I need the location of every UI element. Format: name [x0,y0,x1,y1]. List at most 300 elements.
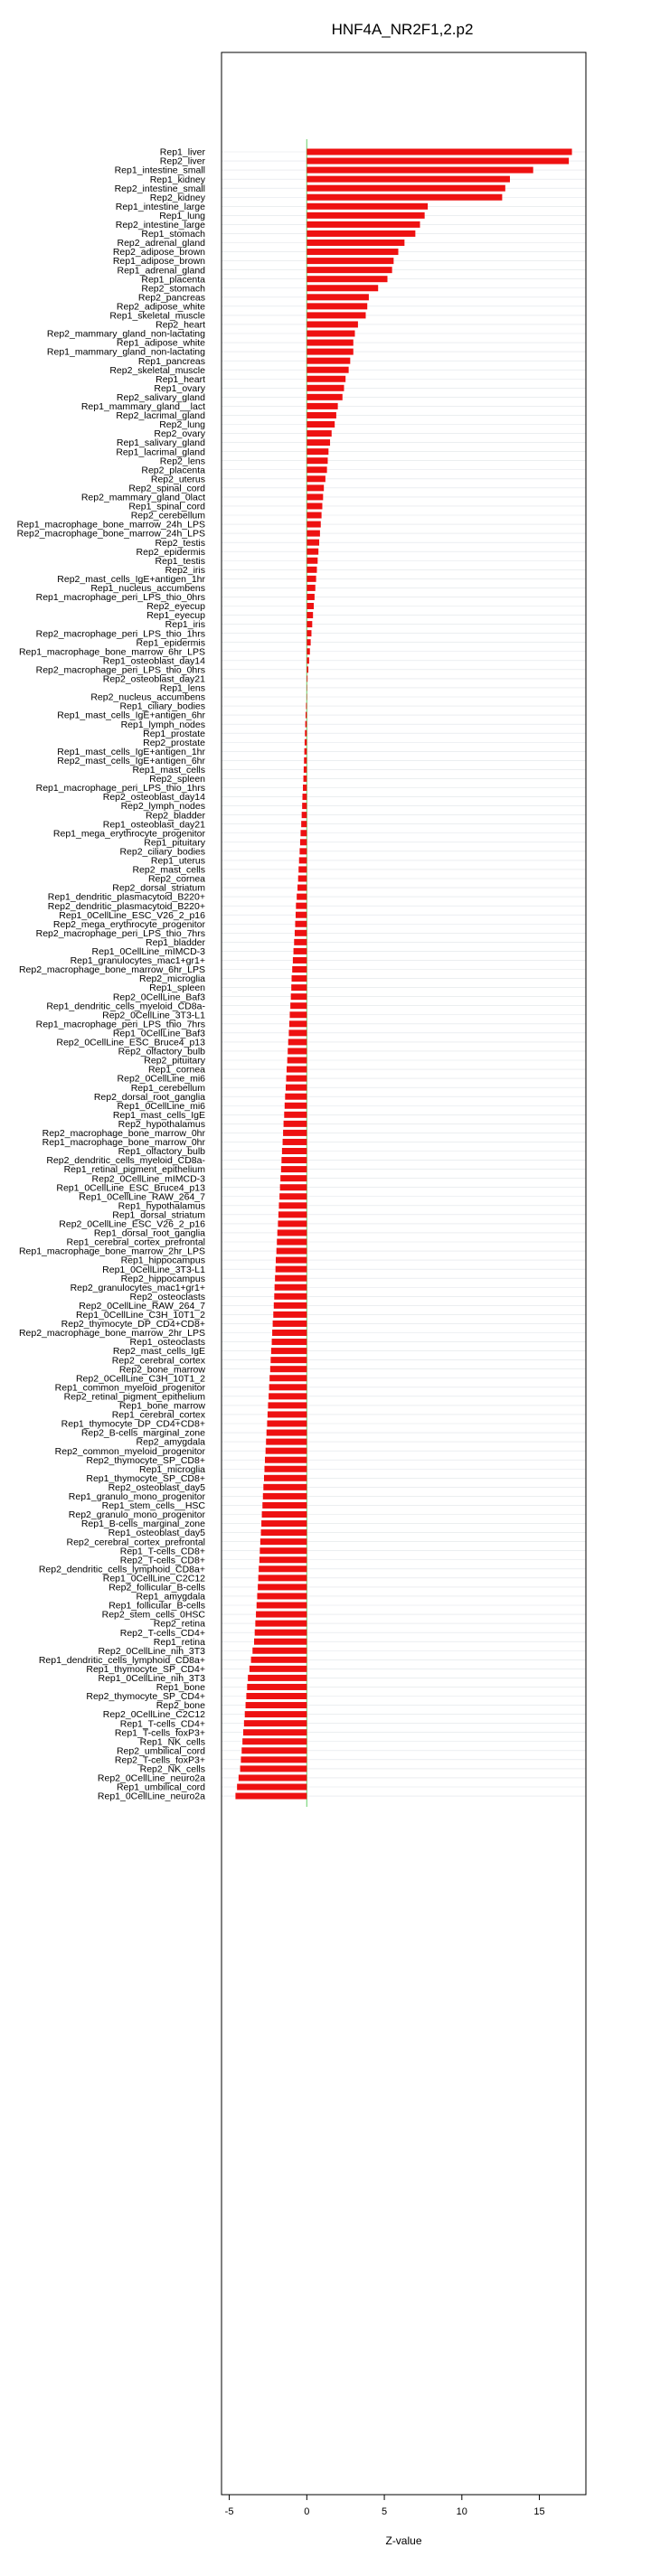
bar [307,576,316,582]
category-label: Rep2_cerebellum [130,510,205,522]
category-label: Rep2_stem_cells_0HSC [101,1609,205,1621]
bar [243,1729,307,1735]
bar [296,903,307,909]
category-label: Rep2_thymocyte_DP_CD4+CD8+ [61,1319,205,1330]
bar [270,1357,307,1363]
category-label: Rep2_mammary_gland_0lact [80,492,205,503]
category-label: Rep1_hippocampus [120,1255,205,1266]
category-label: Rep2_0CellLine_neuro2a [97,1772,205,1784]
bar [307,276,387,282]
category-label: Rep2_macrophage_peri_LPS_thio_7hrs [35,927,205,939]
category-label: Rep1_stem_cells__HSC [101,1500,205,1512]
category-label: Rep1_heart [156,373,205,385]
category-label: Rep1_mast_cells [132,765,205,776]
bar [287,1067,307,1073]
bar [281,1157,307,1163]
bar [307,285,378,291]
category-label: Rep2_0CellLine_3T3-L1 [102,1010,205,1021]
bar [279,1193,307,1199]
category-label: Rep2_prostate [143,737,205,748]
category-label: Rep1_dendritic_cells_lymphoid_CD8a+ [38,1654,205,1666]
bar [284,1112,307,1118]
bar [302,803,307,809]
category-label: Rep1_bone_marrow [118,1400,205,1412]
bar [272,1330,307,1336]
bar [307,331,354,337]
category-label: Rep2_mammary_gland_non-lactating [46,328,205,340]
category-label: Rep2_bladder [146,810,205,822]
bar [307,512,321,519]
category-label: Rep2_NK_cells [139,1763,205,1775]
category-label: Rep1_spleen [149,982,205,994]
bar [280,1184,307,1190]
bar [307,585,315,591]
category-label: Rep2_spinal_cord [128,483,205,494]
category-label: Rep1_intestine_small [114,165,205,176]
bar [261,1520,307,1527]
category-label: Rep1_cerebral_cortex [111,1409,205,1421]
bar [307,522,320,528]
bar [307,230,415,237]
category-label: Rep1_0CellLine_mi6 [117,1100,205,1112]
bar [307,567,316,573]
bar [241,1747,307,1753]
category-label: Rep1_bladder [146,936,205,948]
category-label: Rep1_mast_cells_IgE [112,1109,205,1121]
bar [259,1547,307,1554]
category-label: Rep1_placenta [141,274,205,286]
category-label: Rep2_dorsal_striatum [112,882,205,894]
category-label: Rep2_osteoblast_day21 [102,673,205,685]
bar [266,1439,307,1445]
category-label: Rep1_dendritic_plasmacytoid_B220+ [47,891,205,903]
category-label: Rep1_pituitary [144,837,205,849]
category-label: Rep2_dorsal_root_ganglia [93,1091,205,1103]
category-label: Rep2_adipose_brown [112,247,205,259]
category-label: Rep2_0CellLine_ESC_V26_2_p16 [59,1218,205,1230]
bar [307,558,317,564]
category-label: Rep1_0CellLine_neuro2a [97,1791,205,1802]
category-label: Rep2_retinal_pigment_epithelium [63,1391,205,1403]
bar [307,385,344,391]
bar [297,894,307,900]
bar [275,1284,307,1291]
bar [264,1475,307,1481]
x-tick-label: 0 [304,2506,310,2517]
category-label: Rep2_0CellLine_C3H_10T1_2 [75,1373,205,1385]
bar [277,1248,307,1255]
category-label: Rep1_lymph_nodes [120,719,205,730]
bar [288,1039,307,1045]
category-label: Rep1_cornea [147,1064,205,1076]
bar [307,240,404,246]
category-label: Rep2_mast_cells [132,864,205,876]
bar [255,1630,307,1636]
bar [307,430,331,437]
category-label: Rep2_pancreas [137,292,205,304]
bar [296,912,307,918]
category-label: Rep1_intestine_large [115,201,205,212]
category-label: Rep2_lymph_nodes [120,801,205,813]
bar [276,1266,307,1273]
bar [307,475,326,482]
x-axis-ticks [225,2495,545,2517]
category-label: Rep1_NK_cells [139,1736,205,1748]
category-label: Rep1_granulo_mono_progenitor [68,1491,205,1502]
category-label: Rep1_macrophage_bone_marrow_2hr_LPS [18,1246,205,1257]
bar [237,1784,307,1791]
category-label: Rep2_osteoblast_day5 [108,1481,205,1493]
category-label: Rep1_granulocytes_mac1+gr1+ [70,955,205,967]
bar [307,531,320,537]
category-label: Rep1_microglia [139,1463,205,1475]
bar [307,639,310,645]
category-label: Rep2_dendritic_cells_myeloid_CD8a- [46,1155,205,1167]
bar [281,1166,307,1172]
bar [301,821,307,827]
bar [307,176,510,183]
category-label: Rep2_macrophage_bone_marrow_2hr_LPS [18,1328,205,1340]
category-label: Rep1_retina [153,1636,205,1648]
bar [274,1293,307,1300]
category-label: Rep1_0CellLine_ESC_Bruce4_p13 [56,1182,205,1194]
bar [307,249,398,255]
category-label: Rep1_hypothalamus [118,1200,205,1212]
category-label: Rep2_heart [156,319,205,331]
bar [290,1002,307,1009]
category-label: Rep1_dorsal_root_ganglia [93,1227,205,1239]
bar [291,993,307,1000]
category-label: Rep1_common_myeloid_progenitor [54,1382,205,1394]
bar [263,1493,307,1500]
category-label: Rep2_cornea [147,873,205,885]
category-label: Rep1_macrophage_bone_marrow_6hr_LPS [18,646,205,658]
category-label: Rep2_T-cells_foxP3+ [114,1754,205,1766]
category-label: Rep1_epidermis [136,637,205,649]
category-label: Rep2_common_myeloid_progenitor [54,1445,205,1457]
bar [278,1220,307,1227]
bar [303,794,307,800]
category-label: Rep1_macrophage_peri_LPS_thio_0hrs [35,592,205,604]
bar [270,1366,307,1372]
category-label: Rep1_ciliary_bodies [119,700,205,712]
bar [306,721,307,728]
bar [307,185,505,192]
bar [307,612,313,618]
bar [300,839,307,845]
x-tick-label: 10 [456,2506,467,2517]
category-label: Rep1_cerebellum [130,1082,205,1094]
bar [289,1011,307,1018]
category-label: Rep1_adipose_brown [112,256,205,268]
bar [299,857,307,863]
bar [285,1094,307,1100]
bar [256,1612,307,1618]
bar [307,457,327,464]
category-label: Rep2_follicular_B-cells [108,1582,205,1594]
bar [288,1029,307,1036]
category-label: Rep1_mammary_gland_non-lactating [46,346,205,358]
category-label: Rep2_microglia [139,973,205,985]
x-tick-label: -5 [224,2506,234,2517]
bar [307,540,319,546]
category-label: Rep2_dendritic_cells_lymphoid_CD8a+ [38,1564,205,1575]
category-label: Rep1_0CellLine_C3H_10T1_2 [75,1310,205,1321]
category-label: Rep1_lung [159,210,205,221]
category-label: Rep1_ovary [154,382,205,394]
x-tick-label: 15 [533,2506,545,2517]
bar [295,930,307,936]
category-label: Rep2_uterus [150,474,205,485]
bar [307,439,330,446]
category-label: Rep2_adrenal_gland [117,238,205,249]
category-label: Rep2_kidney [149,192,205,203]
category-label: Rep2_mega_erythrocyte_progenitor [52,918,205,930]
bar [282,1148,307,1154]
plot-frame [222,52,586,2495]
category-label: Rep1_mega_erythrocyte_progenitor [52,828,205,840]
category-label: Rep1_lens [159,682,205,694]
category-label: Rep2_B-cells_marginal_zone [80,1427,205,1439]
bar [241,1765,307,1772]
category-label: Rep1_stomach [141,229,205,240]
bar [278,1211,307,1217]
bar [248,1675,307,1681]
bar [307,367,348,373]
category-label: Rep1_mast_cells_IgE+antigen_6hr [57,710,205,721]
category-label: Rep2_eyecup [146,601,205,613]
bar [307,621,312,627]
bar [275,1275,307,1282]
bar [278,1229,307,1236]
bar [241,1756,307,1763]
bar [307,394,342,400]
bar [292,966,307,973]
category-label: Rep2_iris [165,564,205,576]
category-label: Rep2_salivary_gland [116,391,205,403]
category-label: Rep2_osteoclasts [129,1291,205,1302]
bar [307,221,420,228]
bar [247,1684,307,1690]
category-label: Rep2_osteoblast_day14 [102,792,205,804]
category-label: Rep1_thymocyte_DP_CD4+CD8+ [61,1418,205,1430]
category-label: Rep1_skeletal_muscle [109,310,205,322]
bar [269,1384,307,1390]
bar [246,1702,307,1708]
category-label: Rep1_0CellLine_RAW_264_7 [79,1191,205,1203]
category-label: Rep2_0CellLine_ESC_Bruce4_p13 [56,1037,205,1048]
bar [257,1603,307,1609]
bar [307,303,367,309]
bar [245,1711,307,1717]
category-label: Rep1_adipose_white [116,337,205,349]
category-label: Rep2_bone_marrow [118,1364,205,1376]
category-label: Rep2_macrophage_bone_marrow_0hr [42,1128,205,1139]
category-label: Rep2_hypothalamus [118,1118,205,1130]
category-label: Rep1_lacrimal_gland [116,447,205,458]
bar [261,1529,307,1536]
category-label: Rep1_0CellLine_Baf3 [112,1028,205,1039]
category-label: Rep1_prostate [143,728,205,739]
bar [307,412,336,418]
bar [250,1666,307,1672]
bar [305,739,307,746]
category-label: Rep1_umbilical_cord [116,1782,205,1793]
category-label: Rep2_adipose_white [116,301,205,313]
bar [297,885,307,891]
category-label: Rep2_amygdala [136,1436,205,1448]
bar [307,149,571,155]
bar [286,1085,307,1091]
category-label: Rep2_testis [155,537,205,549]
bar [307,421,335,428]
bar [307,666,308,672]
bar [307,267,392,273]
category-label: Rep1_osteoblast_day5 [108,1528,205,1539]
bar [307,158,569,165]
bar [307,503,322,509]
bar [269,1375,307,1381]
bar [304,757,307,764]
bar [268,1411,307,1417]
category-label: Rep1_nucleus_accumbens [90,583,205,594]
category-label: Rep2_macrophage_bone_marrow_24h_LPS [16,528,205,540]
category-label: Rep1_cerebral_cortex_prefrontal [66,1236,205,1248]
bar [246,1693,307,1699]
bar [257,1593,307,1599]
category-labels [17,147,206,1802]
category-label: Rep1_macrophage_bone_marrow_0hr [42,1137,205,1149]
bar [283,1139,307,1145]
bar [307,657,309,663]
category-label: Rep1_pancreas [137,355,205,367]
bar [305,748,307,755]
bar [260,1538,307,1545]
category-label: Rep1_osteoblast_day14 [102,655,205,667]
bar [306,712,307,719]
bar [244,1720,307,1726]
category-label: Rep1_0CellLine_nih_3T3 [98,1673,205,1684]
category-label: Rep1_osteoclasts [129,1337,205,1349]
category-label: Rep2_umbilical_cord [116,1745,205,1757]
bars [235,149,571,1800]
category-label: Rep1_follicular_B-cells [108,1600,205,1612]
category-label: Rep1_eyecup [146,610,205,622]
category-label: Rep2_macrophage_peri_LPS_thio_0hrs [35,664,205,676]
bar [242,1738,307,1744]
bar [278,1202,307,1208]
category-label: Rep2_granulo_mono_progenitor [68,1509,205,1521]
category-label: Rep2_T-cells_CD8+ [119,1555,205,1566]
category-label: Rep2_liver [159,155,205,167]
bar [265,1466,307,1472]
bar [259,1575,307,1581]
category-label: Rep1_macrophage_peri_LPS_thio_1hrs [35,783,205,794]
bar [307,203,428,210]
category-label: Rep2_0CellLine_nih_3T3 [98,1645,205,1657]
bar [307,321,358,327]
category-label: Rep2_skeletal_muscle [109,364,205,376]
category-label: Rep2_dendritic_plasmacytoid_B220+ [47,900,205,912]
category-label: Rep2_olfactory_bulb [118,1046,205,1058]
bar [259,1565,307,1572]
bar [295,921,307,927]
bar [251,1657,307,1663]
bar [304,776,307,782]
bar [307,258,393,264]
bar [258,1584,307,1590]
bar [255,1621,307,1627]
category-label: Rep1_adrenal_gland [117,265,205,277]
bar [307,340,353,346]
category-label: Rep1_salivary_gland [116,437,205,449]
bar [288,1058,307,1064]
bar [307,349,353,355]
bar [307,494,323,500]
category-label: Rep1_spinal_cord [128,501,205,512]
bar [273,1321,307,1327]
bar [300,830,307,836]
bar [289,1020,307,1027]
bar [307,312,365,318]
category-label: Rep2_intestine_large [115,220,205,230]
category-label: Rep1_T-cells_CD4+ [119,1718,205,1730]
category-label: Rep2_T-cells_CD4+ [119,1627,205,1639]
category-label: Rep2_stomach [141,283,205,295]
bar [302,812,307,818]
bar [274,1302,307,1309]
bar [271,1348,307,1354]
category-label: Rep1_macrophage_peri_LPS_thio_7hrs [35,1019,205,1030]
category-label: Rep1_0CellLine_C2C12 [102,1573,205,1584]
category-label: Rep1_dendritic_cells_myeloid_CD8a- [46,1001,205,1012]
category-label: Rep2_retina [153,1618,205,1630]
bar [307,630,311,636]
bar [305,730,307,737]
category-label: Rep1_amygdala [136,1591,205,1603]
category-label: Rep2_thymocyte_SP_CD4+ [86,1691,205,1703]
category-label: Rep2_ovary [154,428,205,440]
bar [307,294,369,300]
bar [307,594,315,600]
bar [307,466,326,473]
bar [287,1076,307,1082]
category-label: Rep2_cerebral_cortex [111,1355,205,1367]
category-label: Rep2_nucleus_accumbens [90,691,205,703]
category-label: Rep1_kidney [149,174,205,185]
category-label: Rep2_lens [159,456,205,467]
category-label: Rep2_mast_cells_IgE+antigen_1hr [57,573,205,585]
bar [294,939,307,945]
bar [263,1484,307,1490]
bar [280,1175,307,1181]
bar [276,1257,307,1264]
bar [252,1648,307,1654]
category-label: Rep2_mast_cells_IgE+antigen_6hr [57,755,205,766]
category-label: Rep1_T-cells_CD8+ [119,1546,205,1557]
category-label: Rep2_thymocyte_SP_CD8+ [86,1454,205,1466]
bar [273,1312,307,1318]
category-label: Rep2_epidermis [136,546,205,558]
category-label: Rep2_lung [159,419,205,431]
bar [307,358,350,364]
bar [262,1511,307,1518]
category-label: Rep1_0CellLine_ESC_V26_2_p16 [59,909,205,921]
bar [291,984,307,991]
category-label: Rep2_mast_cells_IgE [112,1346,205,1358]
category-label: Rep2_macrophage_peri_LPS_thio_1hrs [35,628,205,640]
bar [298,876,307,882]
